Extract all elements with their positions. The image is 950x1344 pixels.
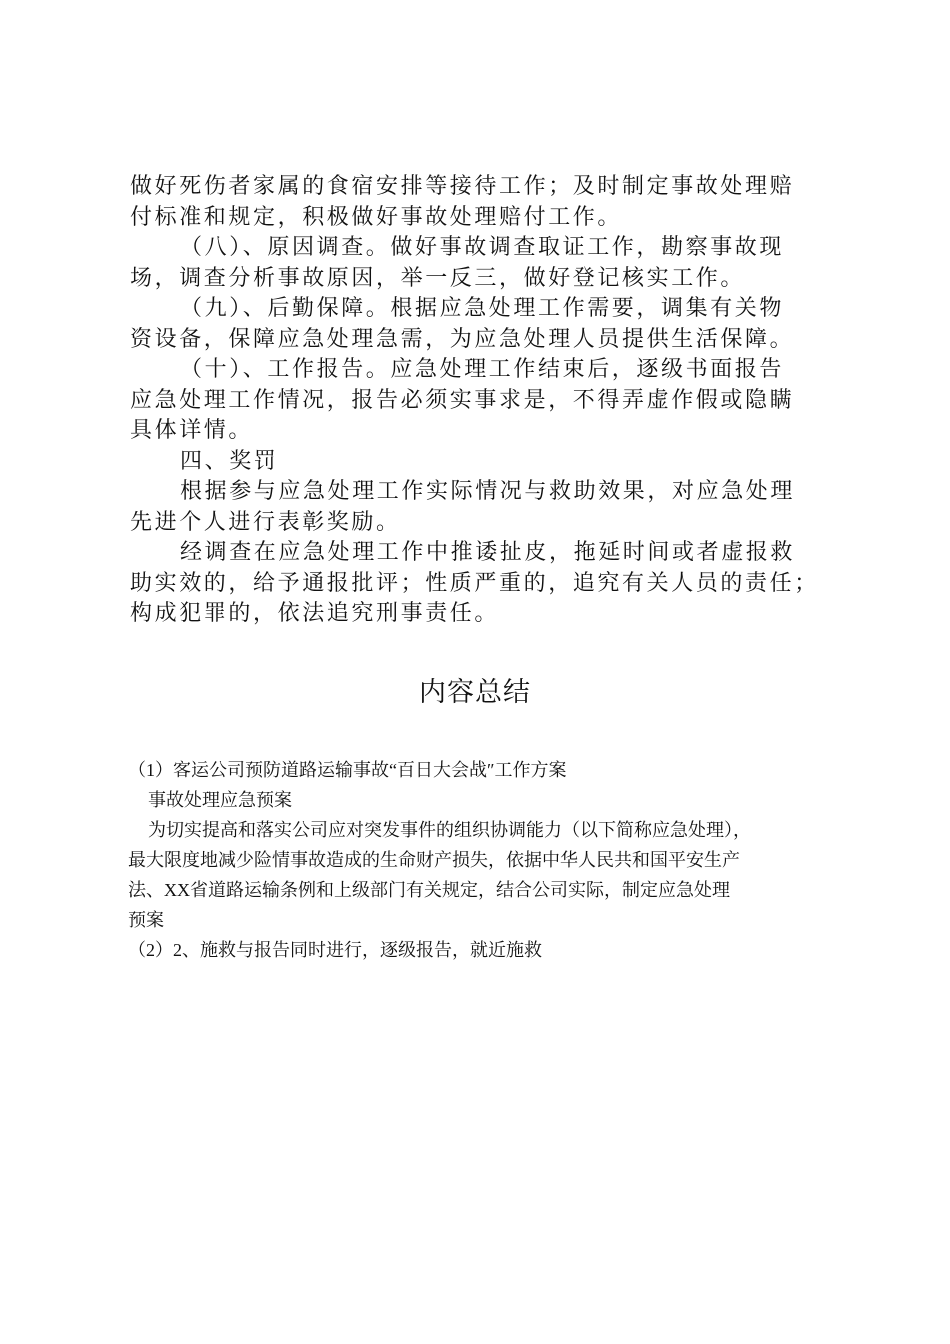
section-heading-rewards: 四、奖罚 <box>180 448 279 474</box>
summary-line: （2）2、施救与报告同时进行，逐级报告，就近施救 <box>128 940 542 960</box>
body-line: 应急处理工作情况，报告必须实事求是，不得弄虚作假或隐瞒 <box>130 387 795 413</box>
summary-text <box>128 755 838 965</box>
body-line: 构成犯罪的，依法追究刑事责任。 <box>130 601 500 626</box>
body-line: 场，调查分析事故原因，举一反三，做好登记核实工作。 <box>130 265 746 291</box>
section-heading-ten: （十）、工作报告。应急处理工作结束后，逐级书面报告 <box>180 357 785 382</box>
body-line: 做好死伤者家属的食宿安排等接待工作；及时制定事故处理赔 <box>130 174 795 199</box>
body-line: 资设备，保障应急处理急需，为应急处理人员提供生活保障。 <box>130 326 795 352</box>
section-heading-eight: （八）、原因调查。做好事故调查取证工作，勘察事故现 <box>180 235 785 260</box>
body-line: 根据参与应急处理工作实际情况与救助效果，对应急处理 <box>180 479 796 504</box>
section-heading-nine: （九）、后勤保障。根据应急处理工作需要，调集有关物 <box>180 296 785 321</box>
body-line: 经调查在应急处理工作中推诿扯皮，拖延时间或者虚报救 <box>180 540 796 565</box>
summary-line: 预案 <box>128 910 164 930</box>
summary-line: 为切实提高和落实公司应对突发事件的组织协调能力（以下简称应急处理）， <box>148 820 751 840</box>
summary-line: 法、XX省道路运输条例和上级部门有关规定，结合公司实际，制定应急处理 <box>128 880 730 900</box>
summary-line: 最大限度地减少险情事故造成的生命财产损失，依据中华人民共和国平安生产 <box>128 850 740 870</box>
summary-title: 内容总结 <box>419 677 531 708</box>
body-line: 助实效的，给予通报批评；性质严重的，追究有关人员的责任； <box>130 570 819 596</box>
summary-line: （1）客运公司预防道路运输事故“百日大会战″工作方案 <box>128 760 567 780</box>
body-line: 先进个人进行表彰奖励。 <box>130 509 401 535</box>
body-line: 付标准和规定，积极做好事故处理赔付工作。 <box>130 204 623 230</box>
body-line: 具体详情。 <box>130 418 254 443</box>
summary-line: 事故处理应急预案 <box>148 790 292 810</box>
body-text <box>130 172 830 630</box>
